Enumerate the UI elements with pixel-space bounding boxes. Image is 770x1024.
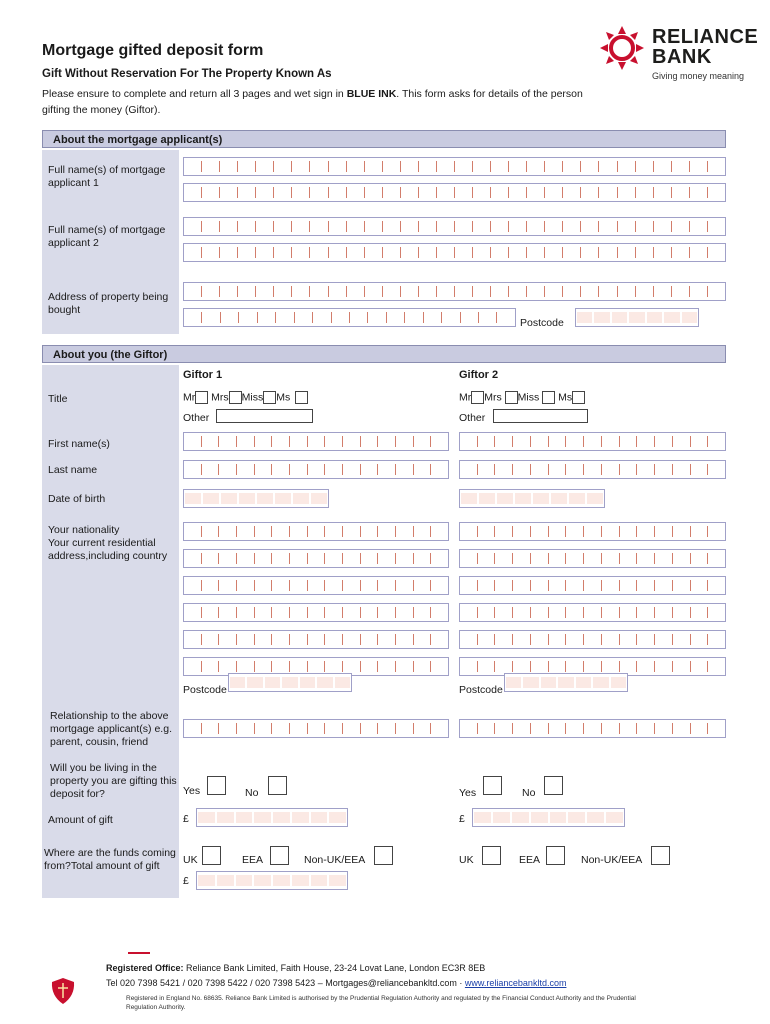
giftor1-other-label: Other	[183, 412, 210, 424]
logo-line1: RELIANCE	[652, 26, 759, 48]
mrs-label: Mrs	[211, 391, 229, 404]
giftor2-living-no-checkbox[interactable]	[544, 776, 563, 795]
giftor2-non-uk-checkbox[interactable]	[651, 846, 670, 865]
giftor1-mrs-checkbox[interactable]	[229, 391, 242, 404]
giftor1-yes-label: Yes	[183, 785, 201, 797]
amount-label: Amount of gift	[48, 814, 113, 826]
footer-registered-office	[106, 963, 485, 973]
giftor2-living-yes-checkbox[interactable]	[483, 776, 502, 795]
ms-label: Ms	[276, 391, 291, 404]
giftor2-nationality-field[interactable]	[459, 522, 726, 541]
giftor2-amount-field[interactable]	[472, 808, 625, 827]
reliance-logo-icon	[598, 24, 646, 72]
salvation-army-shield-icon	[48, 976, 78, 1006]
giftor2-address-line2[interactable]	[459, 576, 726, 595]
giftor1-no-label: No	[245, 787, 259, 799]
ms-label: Ms	[558, 391, 573, 404]
miss-label: Miss	[517, 391, 540, 404]
first-name-label: First name(s)	[48, 438, 110, 450]
giftor1-mr-checkbox[interactable]	[195, 391, 208, 404]
form-subtitle: Gift Without Reservation For The Property Known As	[42, 68, 332, 80]
giftor1-pound-sign: £	[183, 813, 189, 825]
applicant1-field-line2[interactable]	[183, 183, 726, 202]
giftor2-last-name-field[interactable]	[459, 460, 726, 479]
giftor2-non-uk-label: Non-UK/EEA	[581, 854, 643, 866]
giftor2-address-line3[interactable]	[459, 603, 726, 622]
title-label: Title	[48, 393, 68, 405]
giftor1-non-uk-label: Non-UK/EEA	[304, 854, 366, 866]
giftor2-address-block	[459, 522, 726, 676]
giftor2-eea-checkbox[interactable]	[546, 846, 565, 865]
nationality-label: Your nationality	[48, 524, 120, 536]
giftor1-living-yes-checkbox[interactable]	[207, 776, 226, 795]
giftor2-ms-checkbox[interactable]	[572, 391, 585, 404]
giftor2-mrs-checkbox[interactable]	[505, 391, 518, 404]
mrs-label: Mrs	[484, 391, 502, 404]
giftor1-living-no-checkbox[interactable]	[268, 776, 287, 795]
applicant2-field-line2[interactable]	[183, 243, 726, 262]
footer-legal: Registered in England No. 68635. Reliance Bank Limited is authorised by the Prudential Regulation Authority and regulated by the Financial Conduct Authority and the Prudential Regulation Authority.	[126, 995, 636, 1011]
footer-accent-line	[128, 952, 150, 954]
giftor1-other-field[interactable]	[216, 409, 313, 423]
giftor1-eea-checkbox[interactable]	[270, 846, 289, 865]
logo-tagline: Giving money meaning	[652, 71, 745, 81]
property-postcode-label: Postcode	[520, 317, 564, 329]
giftor1-first-name-field[interactable]	[183, 432, 449, 451]
intro-text-end: . This form asks for details of the person gifting the money (Giftor).	[42, 88, 583, 116]
applicant1-label: Full name(s) of mortgage applicant 1	[48, 164, 166, 189]
footer-reg-bold: Registered Office:	[106, 963, 184, 973]
last-name-label: Last name	[48, 464, 98, 476]
giftor2-miss-checkbox[interactable]	[542, 391, 555, 404]
giftor2-uk-label: UK	[459, 854, 474, 866]
giftor2-relationship-field[interactable]	[459, 719, 726, 738]
giftor2-mr-checkbox[interactable]	[471, 391, 484, 404]
applicant1-field-line1[interactable]	[183, 157, 726, 176]
footer-website-link[interactable]: www.reliancebankltd.com	[464, 978, 567, 988]
giftor1-address-line2[interactable]	[183, 576, 449, 595]
giftor2-eea-label: EEA	[519, 854, 541, 866]
form-intro	[42, 86, 602, 118]
form-title: Mortgage gifted deposit form	[42, 42, 264, 59]
giftor2-postcode-label: Postcode	[459, 684, 503, 696]
intro-text: Please ensure to complete and return all 3 pages and wet sign in	[42, 88, 347, 100]
giftor1-heading: Giftor 1	[183, 369, 223, 381]
footer-reg-text: Reliance Bank Limited, Faith House, 23-24 Lovat Lane, London EC3R 8EB	[183, 963, 486, 973]
section-heading-giftor: About you (the Giftor)	[42, 345, 726, 363]
giftor1-address-line3[interactable]	[183, 603, 449, 622]
giftor1-address-line1[interactable]	[183, 549, 449, 568]
giftor1-miss-checkbox[interactable]	[263, 391, 276, 404]
giftor2-other-field[interactable]	[493, 409, 588, 423]
giftor1-eea-label: EEA	[242, 854, 264, 866]
applicant2-field-line1[interactable]	[183, 217, 726, 236]
mr-label: Mr	[459, 391, 472, 404]
giftor2-dob-field[interactable]	[459, 489, 605, 508]
logo-name	[652, 27, 758, 67]
giftor2-uk-checkbox[interactable]	[482, 846, 501, 865]
giftor1-non-uk-checkbox[interactable]	[374, 846, 393, 865]
logo-line2: BANK	[652, 46, 712, 68]
miss-label: Miss	[241, 391, 264, 404]
giftor1-address-block	[183, 522, 449, 676]
giftor1-postcode-label: Postcode	[183, 684, 227, 696]
giftor1-uk-label: UK	[183, 854, 198, 866]
giftor1-dob-field[interactable]	[183, 489, 329, 508]
dob-label: Date of birth	[48, 493, 106, 505]
giftor2-postcode-field[interactable]	[504, 673, 628, 692]
giftor1-relationship-field[interactable]	[183, 719, 449, 738]
residential-address-label: Your current residential address,including country	[48, 537, 168, 562]
giftor1-address-line4[interactable]	[183, 630, 449, 649]
applicant2-label: Full name(s) of mortgage applicant 2	[48, 224, 166, 249]
giftor2-heading: Giftor 2	[459, 369, 499, 381]
relationship-label: Relationship to the above mortgage applicant(s) e.g. parent, cousin, friend	[50, 710, 172, 748]
giftor2-first-name-field[interactable]	[459, 432, 726, 451]
footer-tel: Tel 020 7398 5421 / 020 7398 5422 / 020 7398 5423 – Mortgages@reliancebankltd.com ·	[106, 978, 465, 988]
giftor2-pound-sign: £	[459, 813, 465, 825]
giftor1-uk-checkbox[interactable]	[202, 846, 221, 865]
footer-contact	[106, 978, 566, 988]
giftor1-ms-checkbox[interactable]	[295, 391, 308, 404]
giftor1-postcode-field[interactable]	[228, 673, 352, 692]
mr-label: Mr	[183, 391, 196, 404]
funds-label: Where are the funds coming from?Total amount of gift	[44, 847, 176, 872]
giftor1-nationality-field[interactable]	[183, 522, 449, 541]
giftor2-other-label: Other	[459, 412, 486, 424]
giftor2-yes-label: Yes	[459, 787, 477, 799]
giftor2-title-options	[459, 391, 585, 404]
giftor1-total-pound-sign: £	[183, 875, 189, 887]
giftor1-amount-field[interactable]	[196, 808, 348, 827]
property-address-line2[interactable]	[183, 308, 516, 327]
giftor2-address-line4[interactable]	[459, 630, 726, 649]
giftor1-last-name-field[interactable]	[183, 460, 449, 479]
property-address-label: Address of property being bought	[48, 291, 169, 316]
property-address-line1[interactable]	[183, 282, 726, 301]
section-heading-applicants: About the mortgage applicant(s)	[42, 130, 726, 148]
living-label: Will you be living in the property you are gifting this deposit for?	[50, 762, 177, 800]
giftor1-total-amount-field[interactable]	[196, 871, 348, 890]
giftor1-title-options	[183, 391, 308, 404]
property-postcode-field[interactable]	[575, 308, 699, 327]
giftor2-address-line1[interactable]	[459, 549, 726, 568]
giftor2-no-label: No	[522, 787, 536, 799]
intro-bold: BLUE INK	[346, 88, 397, 100]
